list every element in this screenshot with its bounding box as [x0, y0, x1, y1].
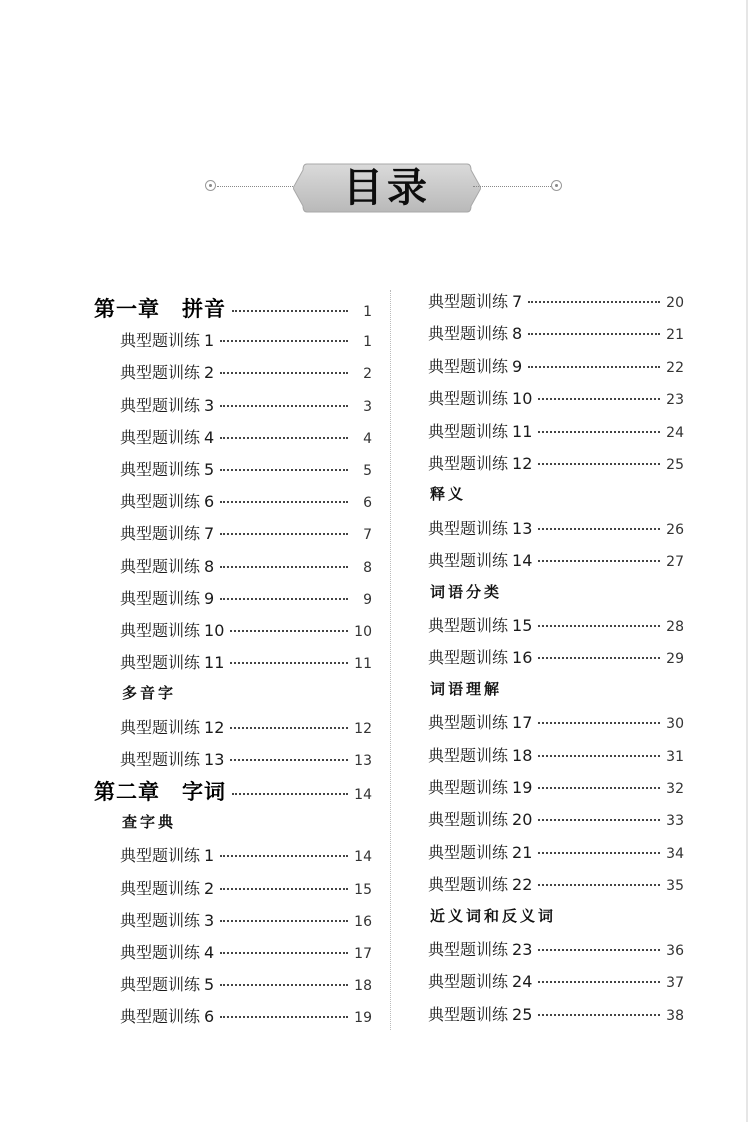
entry-number: 1 — [204, 331, 215, 351]
entry-number: 23 — [512, 940, 533, 959]
toc-section-heading: 查字典 — [122, 813, 177, 832]
entry-label: 典型题训练 — [120, 395, 201, 415]
dot-leader — [220, 598, 348, 600]
page-number: 38 — [666, 1007, 684, 1024]
page-number: 1 — [363, 304, 372, 320]
page-number: 6 — [363, 495, 372, 512]
toc-section-heading: 近义词和反义词 — [430, 906, 557, 925]
entry-number: 4 — [204, 943, 215, 962]
column-divider — [390, 290, 391, 1030]
toc-entry[interactable] — [120, 747, 372, 770]
entry-label: 典型题训练 — [428, 810, 509, 830]
entry-number: 13 — [512, 518, 533, 538]
dot-leader — [220, 952, 348, 954]
entry-label: 典型题训练 — [120, 878, 201, 898]
toc-entry[interactable] — [428, 743, 684, 766]
dot-leader — [220, 1016, 348, 1018]
toc-entry[interactable] — [428, 321, 684, 344]
chapter-title: 第一章 拼音 — [94, 296, 226, 321]
page-number: 31 — [666, 748, 684, 765]
entry-number: 8 — [512, 324, 523, 344]
page-number: 7 — [363, 527, 372, 544]
dot-leader — [538, 463, 660, 465]
toc-entry[interactable] — [120, 328, 372, 351]
page-number: 25 — [666, 457, 684, 473]
entry-label: 典型题训练 — [428, 778, 509, 797]
toc-entry[interactable] — [428, 516, 684, 539]
dot-leader — [538, 852, 660, 854]
dot-leader — [538, 431, 660, 433]
dot-leader — [538, 560, 660, 562]
dot-leader — [220, 984, 348, 986]
entry-number: 18 — [512, 745, 533, 765]
dot-leader — [220, 533, 348, 535]
toc-entry[interactable] — [428, 645, 684, 668]
entry-number: 1 — [204, 846, 215, 866]
toc-entry[interactable] — [428, 1002, 684, 1025]
entry-number: 13 — [204, 749, 225, 769]
toc-entry[interactable] — [428, 840, 684, 863]
page-number: 1 — [363, 334, 372, 351]
dot-leader — [220, 437, 348, 439]
ornament-line — [473, 186, 555, 187]
dot-leader — [538, 528, 660, 530]
dot-leader — [230, 630, 348, 632]
toc-entry[interactable] — [428, 969, 684, 992]
page-edge — [746, 0, 748, 1122]
toc-entry[interactable] — [120, 972, 372, 995]
dot-leader — [528, 366, 660, 368]
dot-leader — [528, 333, 660, 335]
page-number: 17 — [354, 946, 372, 962]
page-number: 30 — [666, 716, 684, 733]
dot-leader — [538, 722, 660, 724]
toc-entry[interactable] — [428, 451, 684, 474]
page-number: 37 — [666, 975, 684, 992]
entry-number: 24 — [512, 972, 533, 992]
page-number: 9 — [363, 591, 372, 608]
entry-number: 19 — [512, 778, 533, 797]
entry-label: 典型题训练 — [428, 648, 509, 668]
title-plate — [293, 162, 481, 214]
entry-number: 4 — [204, 427, 215, 447]
entry-label: 典型题训练 — [120, 975, 201, 995]
entry-number: 25 — [512, 1004, 533, 1024]
entry-label: 典型题训练 — [428, 616, 509, 635]
entry-number: 5 — [204, 460, 215, 479]
toc-entry[interactable] — [428, 872, 684, 895]
toc-entry[interactable] — [428, 613, 684, 636]
entry-number: 2 — [204, 878, 215, 898]
dot-leader — [220, 888, 348, 890]
entry-label: 典型题训练 — [428, 1004, 509, 1024]
toc-entry[interactable] — [428, 419, 684, 442]
entry-label: 典型题训练 — [428, 940, 509, 959]
page-number: 5 — [363, 463, 372, 479]
entry-label: 典型题训练 — [120, 556, 201, 576]
toc-entry[interactable] — [120, 843, 372, 866]
entry-number: 17 — [512, 713, 533, 733]
dot-leader — [220, 566, 348, 568]
entry-label: 典型题训练 — [428, 842, 509, 862]
dot-leader — [220, 405, 348, 407]
ornament-dot-icon — [551, 180, 562, 191]
toc-entry[interactable] — [120, 554, 372, 577]
toc-title-banner — [205, 158, 560, 218]
entry-label: 典型题训练 — [120, 910, 201, 930]
page-number: 13 — [354, 752, 372, 769]
page-number: 12 — [354, 720, 372, 737]
entry-label: 典型题训练 — [428, 389, 509, 409]
page-number: 10 — [354, 624, 372, 640]
page-number: 18 — [354, 978, 372, 995]
entry-label: 典型题训练 — [120, 621, 201, 640]
toc-entry[interactable] — [120, 1004, 372, 1027]
entry-label: 典型题训练 — [120, 749, 201, 769]
entry-label: 典型题训练 — [120, 331, 201, 351]
page-number: 19 — [354, 1010, 372, 1027]
ornament-line — [217, 186, 299, 187]
page-number: 15 — [354, 881, 372, 898]
dot-leader — [538, 657, 660, 659]
dot-leader — [220, 469, 348, 471]
entry-label: 典型题训练 — [428, 972, 509, 992]
chapter-title: 第二章 字词 — [94, 779, 226, 804]
entry-number: 11 — [204, 653, 225, 673]
toc-entry[interactable] — [120, 618, 372, 641]
toc-entry[interactable] — [120, 489, 372, 512]
toc-entry[interactable] — [428, 354, 684, 377]
page-number: 36 — [666, 943, 684, 959]
page-number: 2 — [363, 366, 372, 383]
page-number: 20 — [666, 295, 684, 311]
entry-number: 7 — [204, 524, 215, 544]
page-number: 14 — [354, 787, 372, 803]
entry-label: 典型题训练 — [120, 846, 201, 866]
page-number: 29 — [666, 651, 684, 668]
entry-number: 2 — [204, 363, 215, 383]
toc-chapter-entry[interactable] — [94, 293, 372, 323]
entry-number: 12 — [512, 454, 533, 473]
toc-entry[interactable] — [428, 548, 684, 571]
page-number: 35 — [666, 878, 684, 895]
page-number: 27 — [666, 554, 684, 571]
toc-entry[interactable] — [428, 775, 684, 798]
toc-section-heading: 词语理解 — [430, 679, 503, 698]
page-number: 32 — [666, 781, 684, 797]
entry-number: 6 — [204, 492, 215, 512]
entry-label: 典型题训练 — [120, 363, 201, 383]
entry-label: 典型题训练 — [120, 943, 201, 962]
toc-entry[interactable] — [120, 425, 372, 448]
page-number: 24 — [666, 424, 684, 441]
toc-section-heading: 多音字 — [122, 684, 177, 703]
entry-number: 9 — [204, 588, 215, 608]
toc-entry[interactable] — [120, 521, 372, 544]
entry-label: 典型题训练 — [120, 427, 201, 447]
entry-number: 16 — [512, 648, 533, 668]
entry-number: 22 — [512, 875, 533, 895]
dot-leader — [538, 981, 660, 983]
ornament-dot-icon — [205, 180, 216, 191]
entry-number: 3 — [204, 910, 215, 930]
toc-entry[interactable] — [120, 360, 372, 383]
dot-leader — [220, 501, 348, 503]
entry-label: 典型题训练 — [428, 745, 509, 765]
page-number: 28 — [666, 619, 684, 635]
dot-leader — [232, 310, 348, 312]
toc-entry[interactable] — [120, 876, 372, 899]
page-number: 34 — [666, 845, 684, 862]
page-number: 16 — [354, 913, 372, 930]
page-number: 26 — [666, 521, 684, 538]
dot-leader — [528, 301, 660, 303]
entry-label: 典型题训练 — [428, 454, 509, 473]
toc-entry[interactable] — [120, 940, 372, 963]
toc-entry[interactable] — [120, 586, 372, 609]
dot-leader — [538, 398, 660, 400]
toc-entry[interactable] — [120, 650, 372, 673]
dot-leader — [232, 793, 348, 795]
dot-leader — [538, 1014, 660, 1016]
page-number: 14 — [354, 849, 372, 866]
entry-label: 典型题训练 — [120, 653, 201, 673]
entry-label: 典型题训练 — [428, 421, 509, 441]
entry-number: 8 — [204, 556, 215, 576]
entry-label: 典型题训练 — [120, 717, 201, 737]
dot-leader — [220, 372, 348, 374]
entry-number: 15 — [512, 616, 533, 635]
entry-number: 6 — [204, 1007, 215, 1027]
dot-leader — [538, 884, 660, 886]
toc-entry[interactable] — [428, 807, 684, 830]
dot-leader — [220, 920, 348, 922]
toc-section-heading: 词语分类 — [430, 582, 503, 601]
page-number: 23 — [666, 392, 684, 409]
entry-number: 12 — [204, 717, 225, 737]
entry-label: 典型题训练 — [120, 524, 201, 544]
entry-label: 典型题训练 — [428, 324, 509, 344]
dot-leader — [538, 625, 660, 627]
toc-entry[interactable] — [120, 715, 372, 738]
entry-number: 14 — [512, 551, 533, 571]
dot-leader — [538, 819, 660, 821]
toc-section-heading: 释义 — [430, 485, 467, 504]
toc-chapter-entry[interactable] — [94, 776, 372, 806]
entry-label: 典型题训练 — [428, 551, 509, 571]
entry-label: 典型题训练 — [120, 460, 201, 479]
entry-label: 典型题训练 — [120, 1007, 201, 1027]
entry-label: 典型题训练 — [120, 588, 201, 608]
entry-number: 10 — [512, 389, 533, 409]
entry-label: 典型题训练 — [428, 875, 509, 895]
entry-number: 9 — [512, 356, 523, 376]
entry-label: 典型题训练 — [428, 518, 509, 538]
page-number: 22 — [666, 359, 684, 376]
entry-number: 3 — [204, 395, 215, 415]
toc-entry[interactable] — [120, 457, 372, 480]
toc-entry[interactable] — [428, 937, 684, 960]
entry-number: 20 — [512, 810, 533, 830]
dot-leader — [220, 340, 348, 342]
dot-leader — [230, 759, 348, 761]
page-number: 4 — [363, 430, 372, 447]
entry-number: 5 — [204, 975, 215, 995]
entry-label: 典型题训练 — [428, 356, 509, 376]
toc-entry[interactable] — [428, 289, 684, 312]
toc-entry[interactable] — [120, 908, 372, 931]
toc-entry[interactable] — [428, 386, 684, 409]
dot-leader — [230, 662, 348, 664]
entry-number: 21 — [512, 842, 533, 862]
dot-leader — [230, 727, 348, 729]
dot-leader — [538, 755, 660, 757]
dot-leader — [538, 787, 660, 789]
page-number: 3 — [363, 398, 372, 415]
entry-label: 典型题训练 — [428, 292, 509, 311]
toc-entry[interactable] — [428, 710, 684, 733]
entry-number: 7 — [512, 292, 523, 311]
page-number: 11 — [354, 656, 372, 673]
dot-leader — [220, 855, 348, 857]
page-number: 21 — [666, 327, 684, 344]
entry-number: 10 — [204, 621, 225, 640]
page-number: 33 — [666, 813, 684, 830]
page-number: 8 — [363, 559, 372, 576]
toc-entry[interactable] — [120, 393, 372, 416]
entry-label: 典型题训练 — [120, 492, 201, 512]
page-title: 目录 — [343, 165, 431, 211]
entry-label: 典型题训练 — [428, 713, 509, 733]
dot-leader — [538, 949, 660, 951]
entry-number: 11 — [512, 421, 533, 441]
